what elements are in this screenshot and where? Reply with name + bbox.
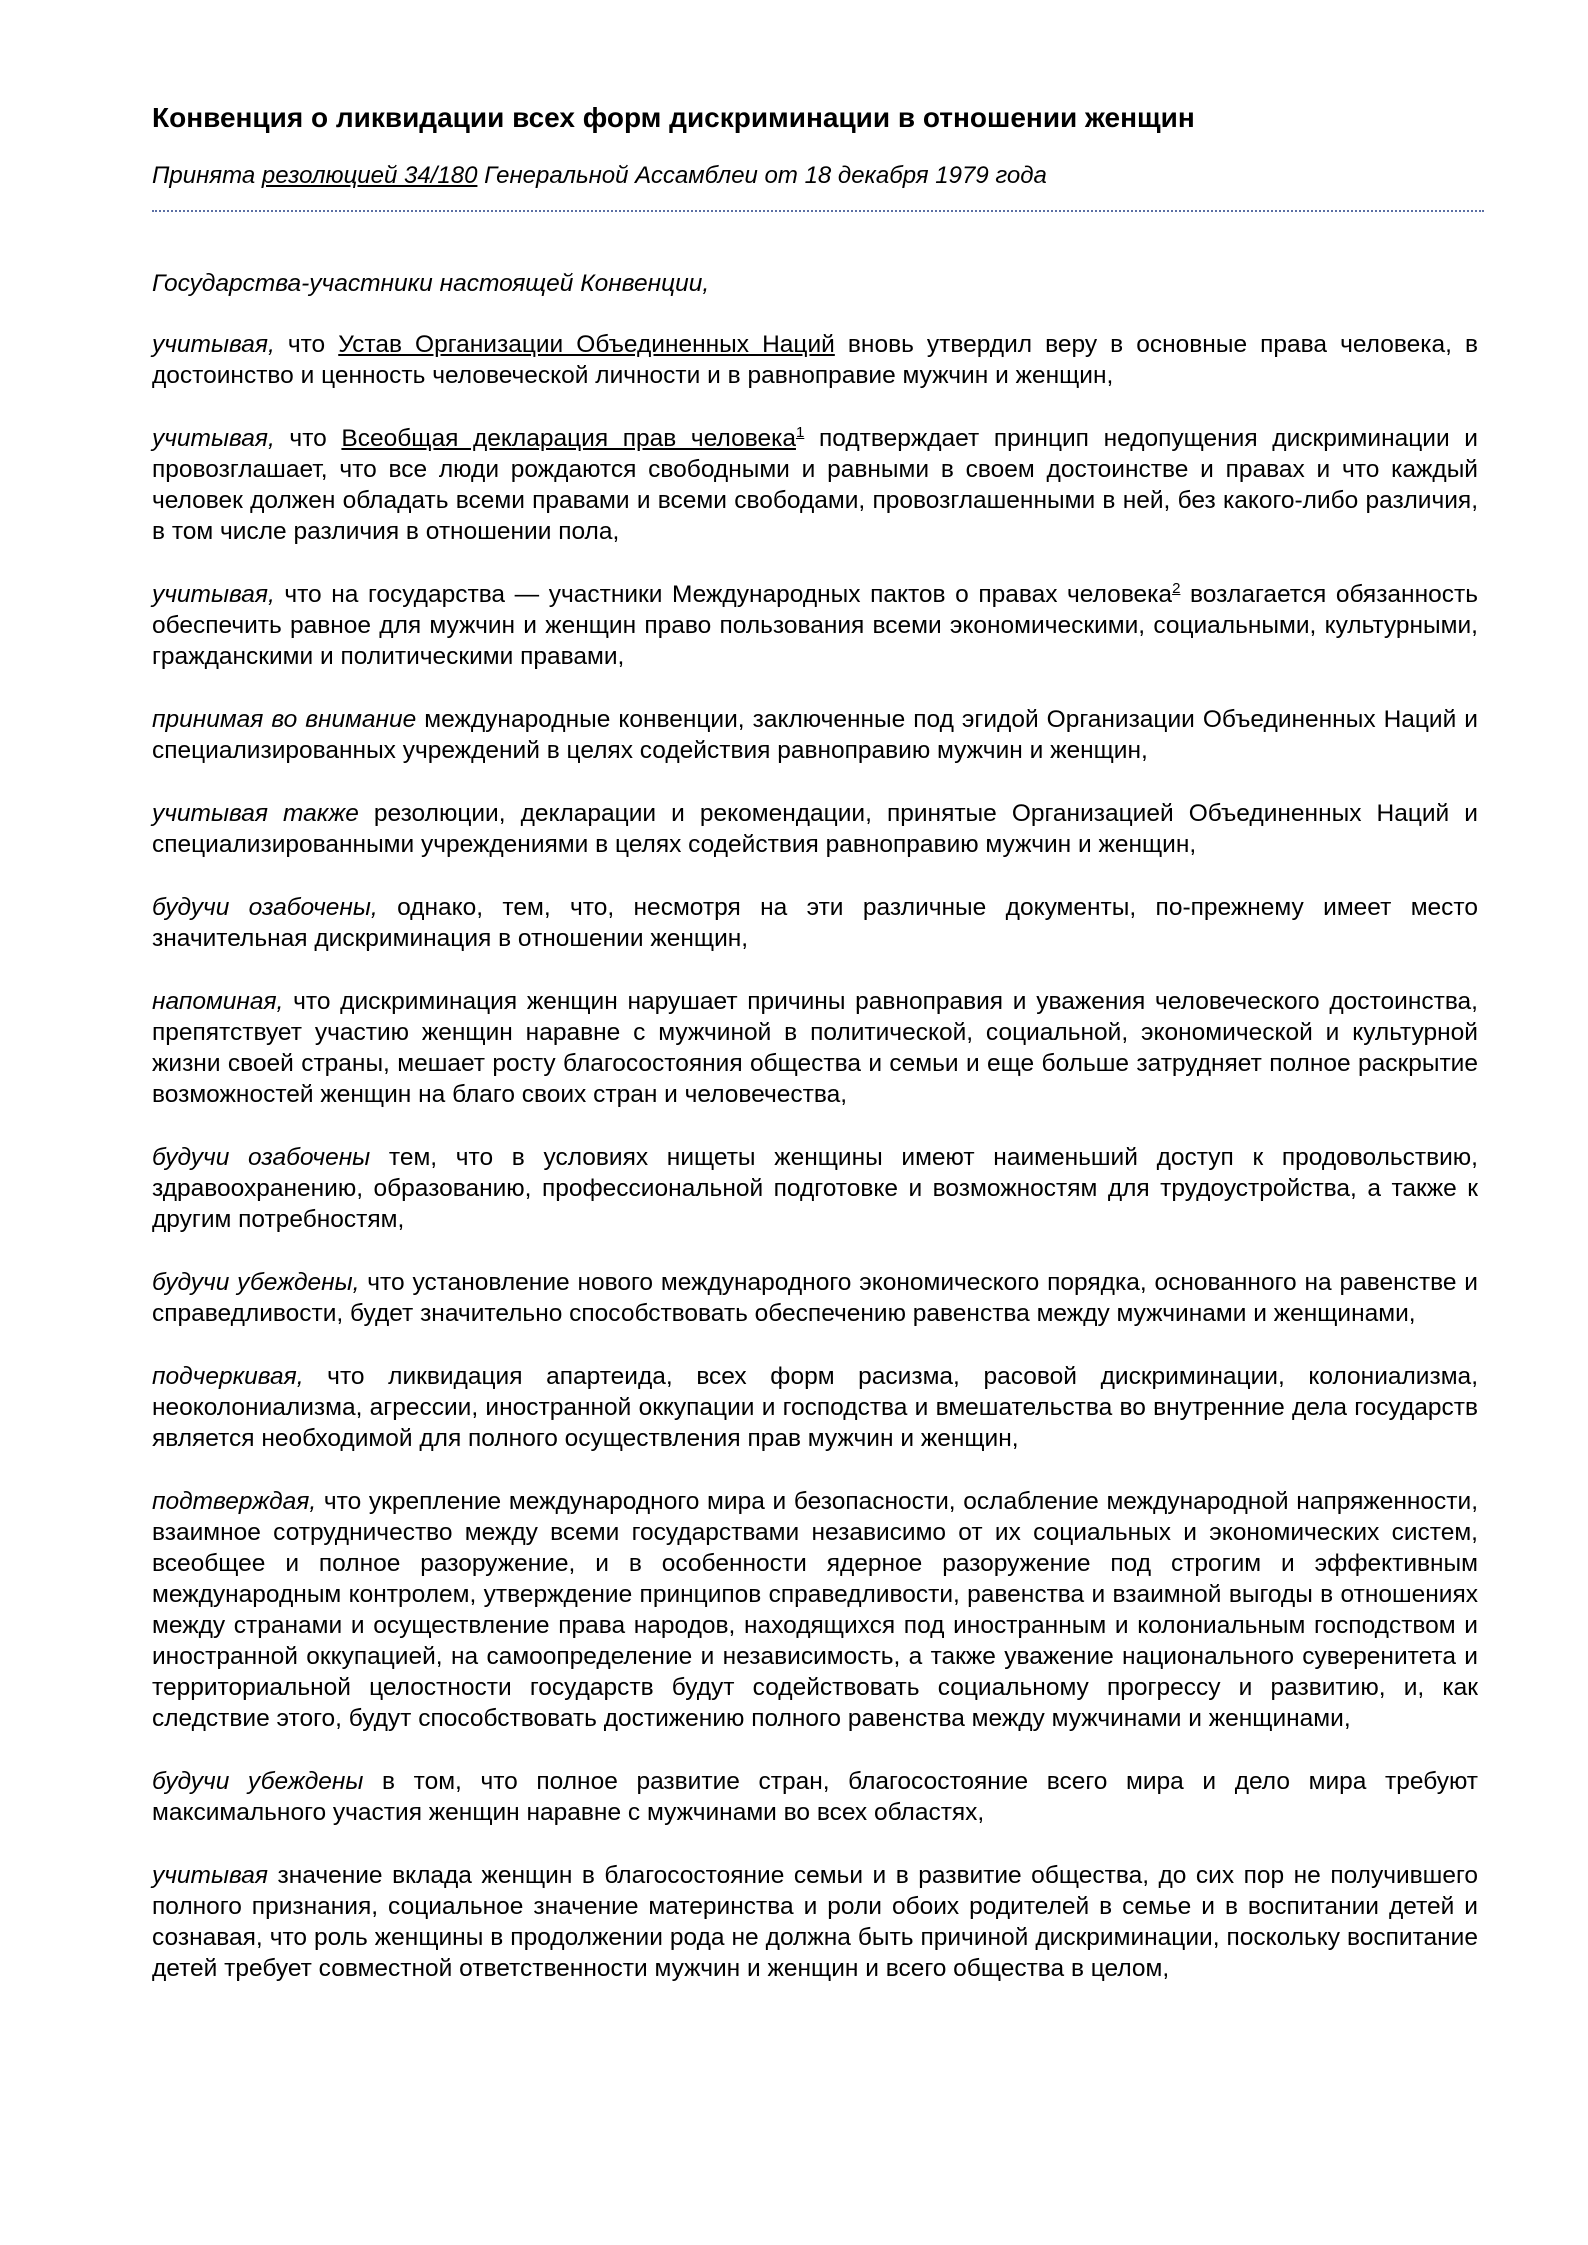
paragraph-text: международные конвенции, заключенные под эгидой Организации Объединенных Наций и специализированных учреждений в целях содействия равноправию мужчин и женщин,: [152, 706, 1478, 764]
preamble-paragraph: [152, 1860, 1478, 1984]
adoption-line: [152, 160, 1478, 210]
paragraph-text: резолюции, декларации и рекомендации, принятые Организацией Объединенных Наций и специализированными учреждениями в целях содействия равноправию мужчин и женщин,: [152, 800, 1478, 858]
paragraph-lead: напоминая,: [152, 988, 284, 1015]
preamble-paragraph: [152, 1361, 1478, 1454]
paragraph-text: что дискриминация женщин нарушает причины равноправия и уважения человеческого достоинства, препятствует участию женщин наравне с мужчиной в политической, социальной, экономической и культурной жизни своей страны, мешает росту благосостояния общества и семьи и еще больше затрудняет полное раскрытие возможностей женщин на благо своих стран и человечества,: [152, 988, 1478, 1108]
paragraph-text: подтверждает принцип недопущения дискриминации и провозглашает, что все люди рождаются свободными и равными в своем достоинстве и правах и что каждый человек должен обладать всеми правами и всеми свободами, провозглашенными в ней, без какого-либо различия, в том числе различия в отношении пола,: [152, 425, 1478, 545]
paragraph-lead: будучи убеждены,: [152, 1269, 360, 1296]
paragraph-text: тем, что в условиях нищеты женщины имеют наименьший доступ к продовольствию, здравоохранению, образованию, профессиональной подготовке и возможностям для трудоустройства, а также к другим потребностям,: [152, 1144, 1478, 1233]
paragraph-text: что ликвидация апартеида, всех форм расизма, расовой дискриминации, колониализма, неоколониализма, агрессии, иностранной оккупации и господства и вмешательства во внутренние дела государств является необходимой для полного осуществления прав мужчин и женщин,: [152, 1363, 1478, 1452]
document-page: [152, 100, 1478, 2016]
preamble-paragraph: [152, 579, 1478, 672]
footnote-ref[interactable]: 2: [1172, 579, 1181, 597]
preamble-paragraph: [152, 423, 1478, 547]
preamble-paragraph: [152, 329, 1478, 391]
paragraph-text: возлагается обязанность обеспечить равное для мужчин и женщин право пользования всеми экономическими, социальными, культурными, гражданскими и политическими правами,: [152, 581, 1478, 670]
paragraph-text: однако, тем, что, несмотря на эти различные документы, по-прежнему имеет место значительная дискриминация в отношении женщин,: [152, 894, 1478, 952]
paragraph-lead: подтверждая,: [152, 1488, 317, 1515]
paragraph-lead: будучи озабочены,: [152, 894, 378, 921]
paragraph-lead: принимая во внимание: [152, 706, 417, 733]
preamble: [152, 268, 1478, 1984]
paragraph-text: значение вклада женщин в благосостояние семьи и в развитие общества, до сих пор не получившего полного признания, социальное значение материнства и роли обоих родителей в семье и в воспитании детей и сознавая, что роль женщины в продолжении рода не должна быть причиной дискриминации, поскольку воспитание детей требует совместной ответственности мужчин и женщин и всего общества в целом,: [152, 1862, 1478, 1982]
paragraph-text: вновь утвердил веру в основные права человека, в достоинство и ценность человеческой личности и в равноправие мужчин и женщин,: [152, 331, 1478, 389]
document-link[interactable]: Всеобщая декларация прав человека: [341, 425, 796, 452]
paragraph-lead: будучи озабочены: [152, 1144, 371, 1171]
preamble-paragraph: [152, 892, 1478, 954]
paragraph-text: что установление нового международного экономического порядка, основанного на равенстве и справедливости, будет значительно способствовать обеспечению равенства между мужчинами и женщинами,: [152, 1269, 1478, 1327]
preamble-paragraphs: [152, 329, 1478, 1984]
paragraph-text: что на государства — участники Международных пактов о правах человека: [274, 581, 1173, 608]
adoption-suffix: Генеральной Ассамблеи от 18 декабря 1979 года: [477, 162, 1047, 189]
preamble-paragraph: [152, 986, 1478, 1110]
dotted-divider: [152, 210, 1484, 212]
preamble-intro: Государства-участники настоящей Конвенции,: [152, 270, 710, 297]
resolution-link[interactable]: резолюцией 34/180: [261, 162, 478, 189]
adoption-prefix: Принята: [152, 162, 262, 189]
preamble-paragraph: [152, 1766, 1478, 1828]
preamble-paragraph: [152, 704, 1478, 766]
paragraph-text: что укрепление международного мира и безопасности, ослабление международной напряженности, взаимное сотрудничество между всеми государствами независимо от их социальных и экономических систем, всеобщее и полное разоружение, и в особенности ядерное разоружение под строгим и эффективным международным контролем, утверждение принципов справедливости, равенства и взаимной выгоды в отношениях между странами и осуществление права народов, находящихся под иностранным и колониальным господством и иностранной оккупацией, на самоопределение и независимость, а также уважение национального суверенитета и территориальной целостности государств будут содействовать социальному прогрессу и развитию, и, как следствие этого, будут способствовать достижению полного равенства между мужчинами и женщинами,: [152, 1488, 1478, 1732]
footnote-ref[interactable]: 1: [795, 423, 805, 441]
paragraph-text: что: [274, 331, 339, 358]
paragraph-lead: подчеркивая,: [152, 1363, 304, 1390]
document-link[interactable]: Устав Организации Объединенных Наций: [338, 331, 835, 358]
paragraph-lead: учитывая,: [152, 581, 275, 608]
preamble-paragraph: [152, 1142, 1478, 1235]
paragraph-lead: учитывая,: [152, 425, 275, 452]
paragraph-text: в том, что полное развитие стран, благосостояние всего мира и дело мира требуют максимального участия женщин наравне с мужчинами во всех областях,: [152, 1768, 1478, 1826]
paragraph-lead: учитывая также: [152, 800, 359, 827]
preamble-paragraph: [152, 798, 1478, 860]
document-title: Конвенция о ликвидации всех форм дискриминации в отношении женщин: [152, 102, 1195, 133]
preamble-paragraph: [152, 1267, 1478, 1329]
paragraph-lead: учитывая,: [152, 331, 275, 358]
preamble-paragraph: [152, 1486, 1478, 1734]
paragraph-text: что: [274, 425, 342, 452]
paragraph-lead: будучи убеждены: [152, 1768, 364, 1795]
paragraph-lead: учитывая: [152, 1862, 268, 1889]
